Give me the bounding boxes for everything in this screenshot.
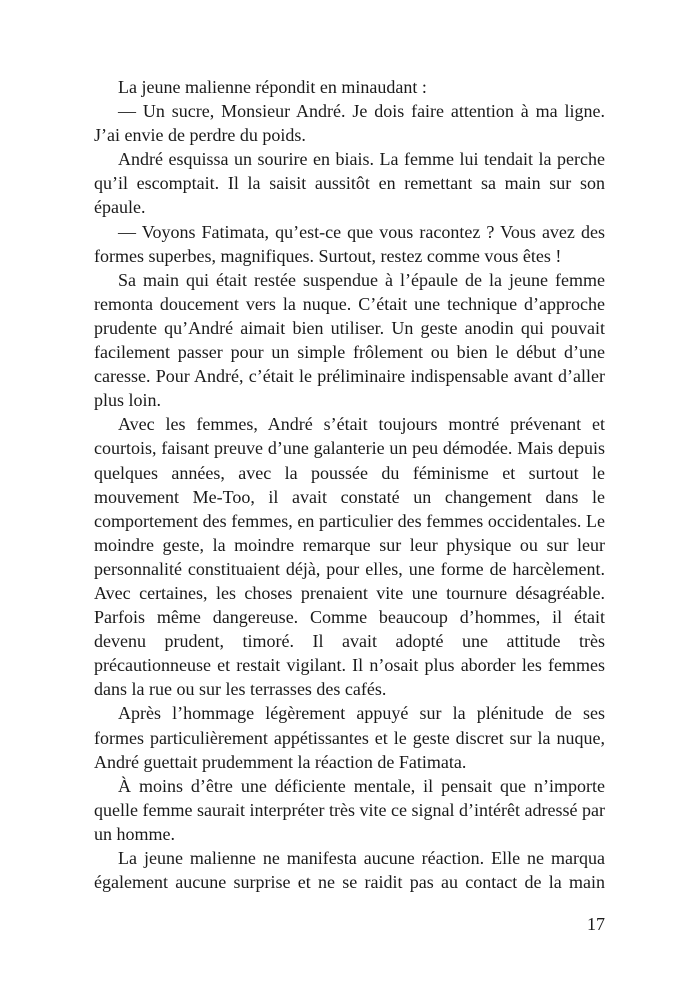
paragraph: Avec les femmes, André s’était toujours montré prévenant et courtois, faisant preuve d’une galanterie un peu démodée. Mais depuis quelques années, avec la poussée du féminisme et surtout le mouvement Me-Too, il avait constaté un changement dans le comportement des femmes, en particulier des femmes occidentales. Le moindre geste, la moindre remarque sur leur physique ou sur leur personnalité constituaient déjà, pour elles, une forme de harcèlement. Avec certaines, les choses prenaient vite une tournure désagréable. Parfois même dangereuse. Comme beaucoup d’hommes, il était devenu prudent, timoré. Il avait adopté une attitude très précautionneuse et restait vigilant. Il n’osait plus aborder les femmes dans la rue ou sur les terrasses des cafés. xyxy=(94,414,605,700)
paragraph: La jeune malienne répondit en minaudant : xyxy=(118,77,427,97)
paragraph: Sa main qui était restée suspendue à l’épaule de la jeune femme remonta doucement vers la nuque. C’était une technique d’approche prudente qu’André aimait bien utiliser. Un geste anodin qui pouvait facilement passer pour un simple frôlement ou bien le début d’une caresse. Pour André, c’était le préliminaire indispensable avant d’aller plus loin. xyxy=(94,269,605,411)
paragraph: — Voyons Fatimata, qu’est-ce que vous racontez ? Vous avez des formes superbes, magnifiques. Surtout, restez comme vous êtes ! xyxy=(94,221,605,266)
paragraph: La jeune malienne ne manifesta aucune réaction. Elle ne marqua également aucune surprise et ne se raidit pas au contact de la main xyxy=(94,848,605,893)
paragraph: À moins d’être une déficiente mentale, il pensait que n’importe quelle femme saurait interpréter très vite ce signal d’intérêt adressé par un homme. xyxy=(94,775,605,844)
page-body xyxy=(94,75,605,894)
paragraph: André esquissa un sourire en biais. La femme lui tendait la perche qu’il escomptait. Il la saisit aussitôt en remettant sa main sur son épaule. xyxy=(94,149,605,218)
paragraph: — Un sucre, Monsieur André. Je dois faire attention à ma ligne. J’ai envie de perdre du poids. xyxy=(94,101,605,146)
page-number: 17 xyxy=(587,914,605,934)
paragraph: Après l’hommage légèrement appuyé sur la plénitude de ses formes particulièrement appétissantes et le geste discret sur la nuque, André guettait prudemment la réaction de Fatimata. xyxy=(94,703,605,772)
